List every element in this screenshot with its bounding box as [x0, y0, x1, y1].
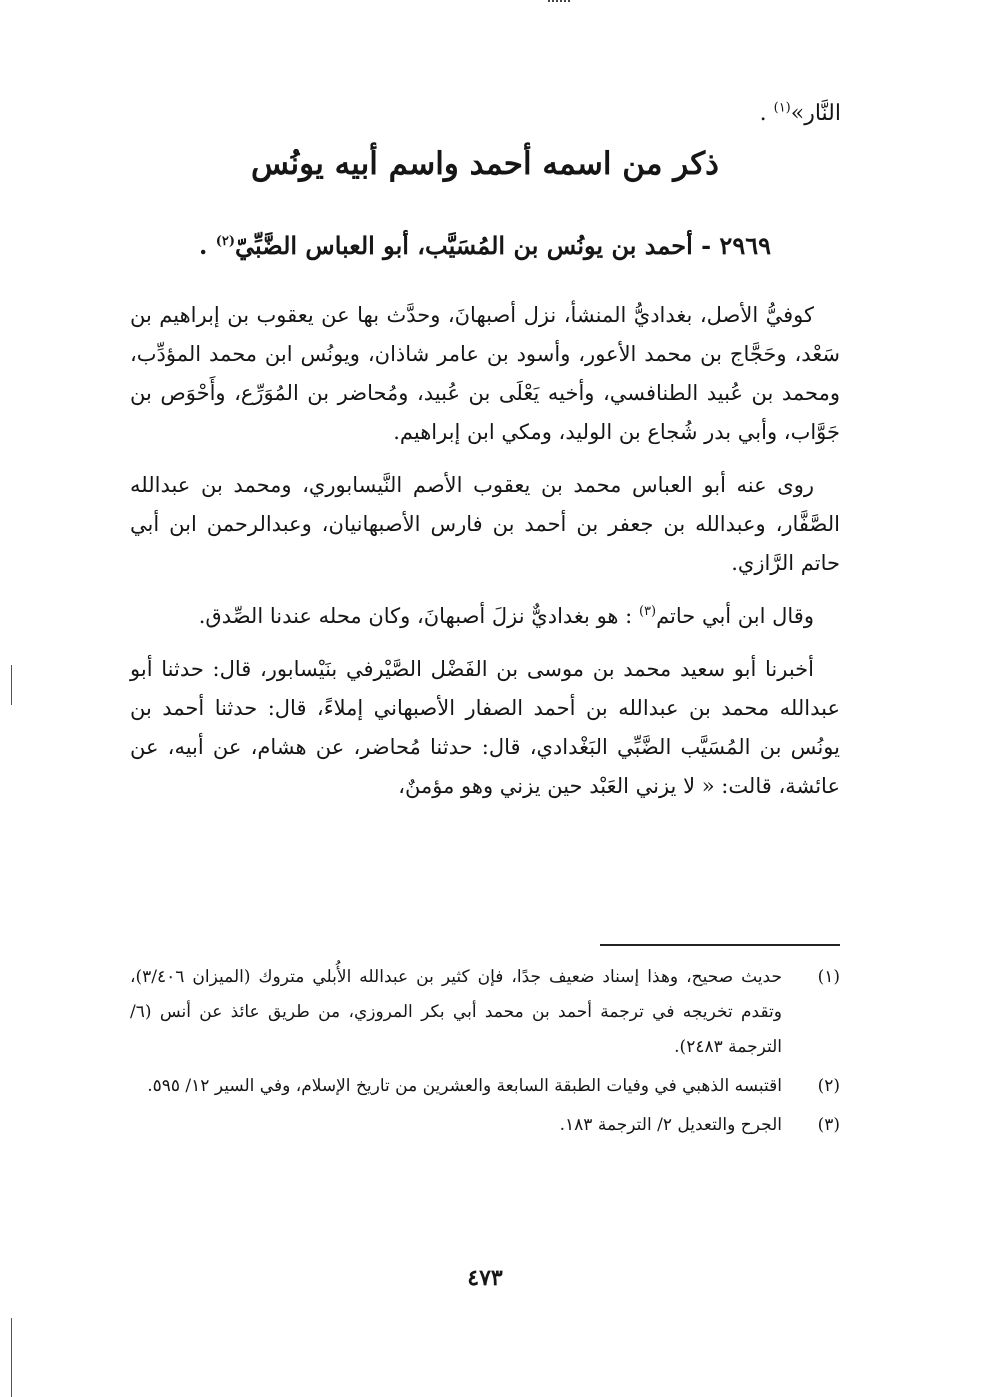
- paragraph-hadith: أخبرنا أبو سعيد محمد بن موسى بن الفَضْل الصَّيْرفي بنَيْسابور، قال: حدثنا أبو عبدالله محمد بن عبدالله بن أحمد الصفار الأصبهاني إملاءً، قال: حدثنا أحمد بن يونُس بن المُسَيَّب الضَّبِّي البَغْدادي، قال: حدثنا مُحاضر، عن هشام، عن أبيه، عن عائشة، قالت: « لا يزني العَبْد حين يزني وهو مؤمنٌ،: [130, 657, 840, 798]
- footnote-number: (٣): [817, 1115, 840, 1135]
- footnote-ref-1[interactable]: (١): [773, 100, 791, 116]
- entry-heading-text: ٢٩٦٩ - أحمد بن يونُس بن المُسَيَّب، أبو العباس الضَّبِّيّ: [235, 231, 771, 260]
- paragraph-teachers: كوفيُّ الأصل، بغداديُّ المنشأ، نزل أصبهانَ، وحدَّث بها عن يعقوب بن إبراهيم بن سَعْد، وحَجَّاج بن محمد الأعور، وأسود بن عامر شاذان، ويونُس ابن محمد المؤدِّب، ومحمد بن عُبيد الطنافسي، وأخيه يَعْلَى بن عُبيد، ومُحاضر بن المُوَرِّع، وأَحْوَص بن جَوَّاب، وأبي بدر شُجاع بن الوليد، ومكي ابن إبراهيم.: [130, 303, 840, 444]
- footnote-separator: [600, 944, 840, 946]
- footnote-item: [130, 1108, 840, 1143]
- footnote-item: [130, 1069, 840, 1104]
- paragraph-quote: [130, 597, 840, 636]
- page-number: ٤٧٣: [467, 1265, 503, 1291]
- footnote-text: الجرح والتعديل ٢/ الترجمة ١٨٣.: [559, 1115, 782, 1135]
- footnote-ref-3[interactable]: (٣): [638, 604, 657, 619]
- chapter-title: ذكر من اسمه أحمد واسم أبيه يونُس: [251, 146, 719, 182]
- footnote-number: (١): [817, 967, 840, 987]
- entry-heading-end: .: [199, 231, 216, 260]
- footnotes: [130, 960, 840, 1147]
- body-text: [130, 296, 840, 820]
- margin-line: [11, 665, 12, 705]
- quote-end: : هو بغداديٌّ نزلَ أصبهانَ، وكان محله عندنا الصِّدق.: [198, 604, 639, 628]
- footnote-ref-2[interactable]: (٢): [215, 234, 236, 249]
- margin-line: [11, 1318, 12, 1397]
- carryover-quote: النَّار»: [790, 101, 841, 126]
- paragraph-students: روى عنه أبو العباس محمد بن يعقوب الأصم النَّيسابوري، ومحمد بن عبدالله الصَّفَّار، وعبدالله بن جعفر بن أحمد بن فارس الأصبهانيان، وعبدالرحمن ابن أبي حاتم الرَّازي.: [130, 473, 840, 575]
- footnote-number: (٢): [817, 1076, 840, 1096]
- entry-heading: [130, 224, 840, 268]
- carryover-text: [760, 96, 841, 132]
- top-edge-mark: [548, 0, 570, 8]
- footnote-text: حديث صحيح، وهذا إسناد ضعيف جدًا، فإن كثير بن عبدالله الأُبلي متروك (الميزان ٣/٤٠٦)، وتقدم تخريجه في ترجمة أحمد بن محمد أبي بكر المروزي، من طريق عائذ عن أنس (٦/ الترجمة ٢٤٨٣).: [130, 967, 782, 1057]
- quote-start: وقال ابن أبي حاتم: [656, 604, 814, 628]
- carryover-end: .: [759, 101, 774, 126]
- footnote-item: [130, 960, 840, 1065]
- footnote-text: اقتبسه الذهبي في وفيات الطبقة السابعة والعشرين من تاريخ الإسلام، وفي السير ١٢/ ٥٩٥.: [147, 1076, 782, 1096]
